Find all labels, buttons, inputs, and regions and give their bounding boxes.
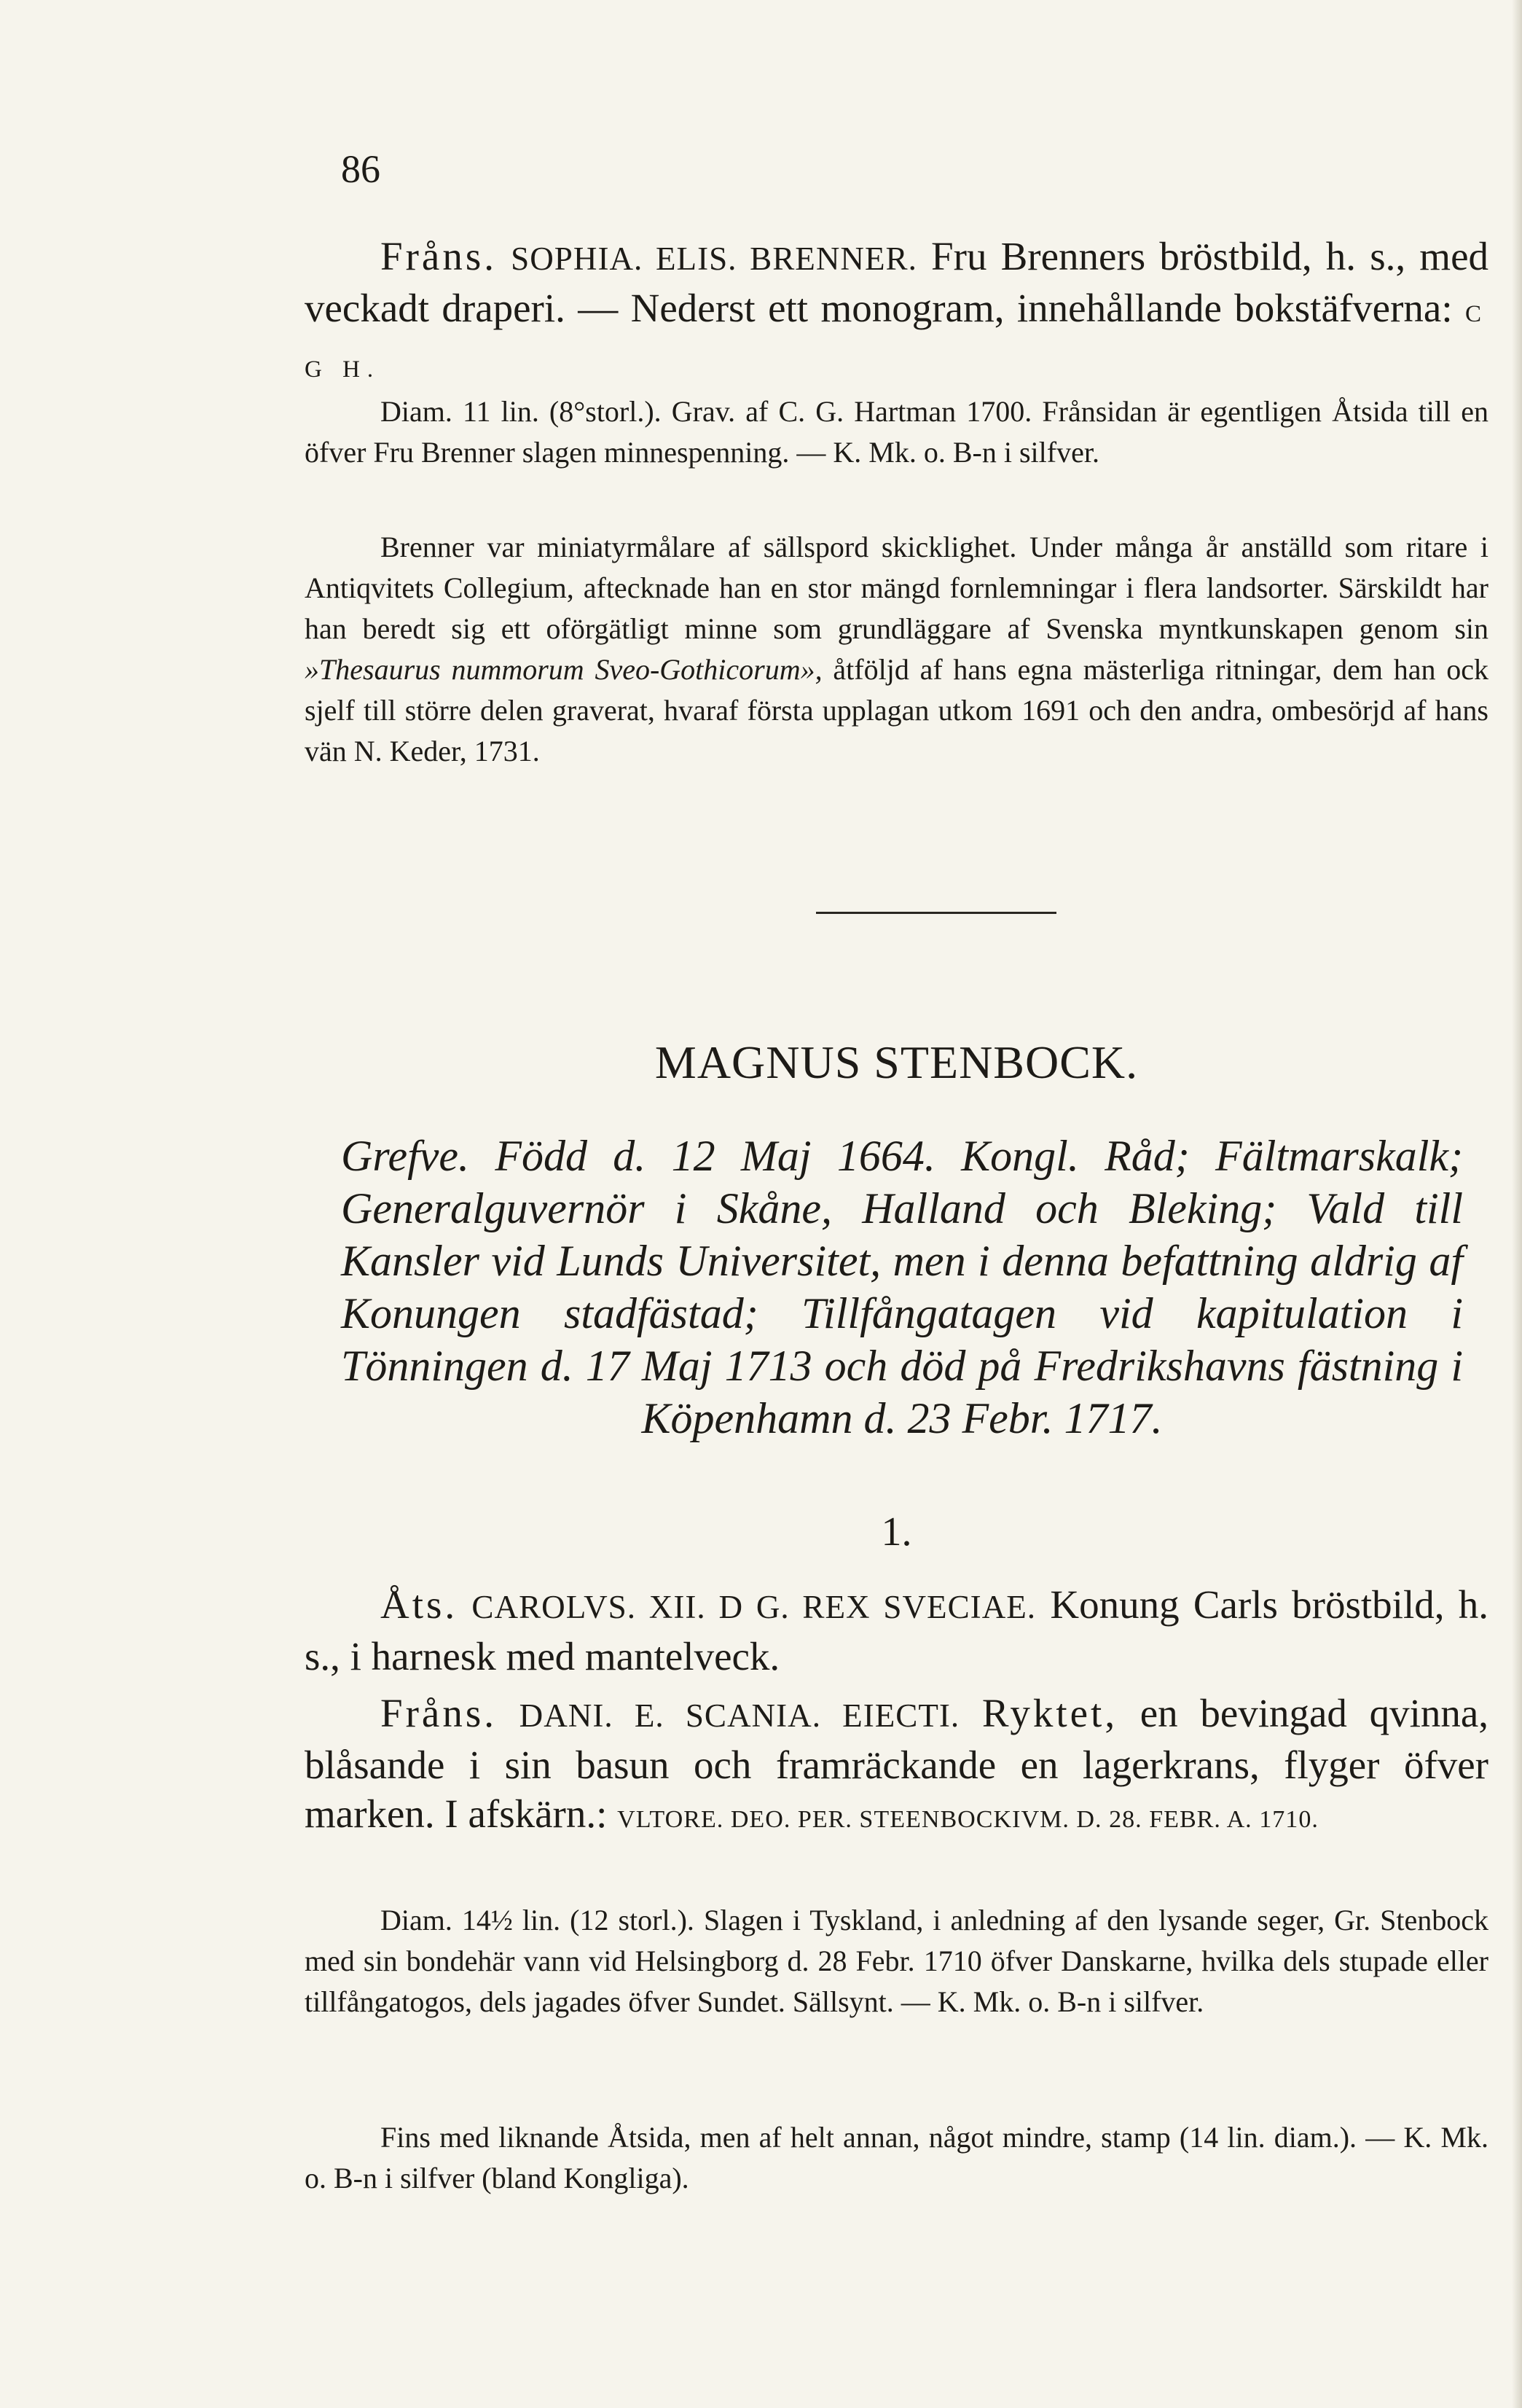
side-label: Fråns. [380, 1691, 497, 1735]
page-edge-shadow [1512, 0, 1522, 2408]
obverse-description [305, 1580, 1488, 1681]
biography-text: Brenner var miniatyrmålare af sällspord skicklighet. Under många år anställd som ritare i Antiqvitets Collegium, aftecknade han en stor mängd fornlemningar i flera landsorter. Särskildt har han beredt sig ett oförgätligt minne som grundläggare af Svenska myntkunskapen genom sin [305, 531, 1488, 645]
monogram-letters: C G H. [305, 301, 1489, 383]
section-heading: MAGNUS STENBOCK. [654, 1036, 1139, 1088]
rumour-word: Ryktet, [981, 1691, 1118, 1735]
legend-text: SOPHIA. ELIS. BRENNER. [511, 241, 917, 277]
reverse-description-brenner [305, 232, 1488, 394]
item-number: 1. [881, 1509, 912, 1555]
section-subtitle: Grefve. Född d. 12 Maj 1664. Kongl. Råd; Fältmarskalk; Generalguvernör i Skåne, Halland och Bleking; Vald till Kansler vid Lunds Universitet, men i denna befattning aldrig af Konungen stadfästad; Tillfångatagen vid kapitulation i Tönningen d. 17 Maj 1713 och död på Fredrikshavns fästning i Köpenhamn d. 23 Febr. 1717. [341, 1132, 1463, 1442]
legend-text: DANI. E. SCANIA. EIECTI. [519, 1697, 960, 1734]
side-label: Fråns. [380, 234, 497, 278]
variant-note: Fins med liknande Åtsida, men af helt annan, något mindre, stamp (14 lin. diam.). — K. Mk. o. B-n i silfver (bland Kongliga). [305, 2121, 1488, 2194]
diameter-note-brenner: Diam. 11 lin. (8°storl.). Grav. af C. G. Hartman 1700. Frånsidan är egentligen Åtsida till en öfver Fru Brenner slagen minnespenning. — K. Mk. o. B-n i silfver. [305, 395, 1488, 469]
diameter-note-stenbock: Diam. 14½ lin. (12 storl.). Slagen i Tyskland, i anledning af den lysande seger, Gr. Stenbock med sin bondehär vann vid Helsingborg d. 28 Febr. 1710 öfver Danskarne, hvilka dels stupade eller tillfångatogos, dels jagades öfver Sundet. Sällsynt. — K. Mk. o. B-n i silfver. [305, 1904, 1488, 2018]
description-text: Konung Carls bröstbild, h. s., i harnesk med mantelveck. [305, 1582, 1488, 1678]
legend-text: CAROLVS. XII. D G. REX SVECIAE. [471, 1589, 1037, 1625]
biography-text-end: åtföljd af hans egna mästerliga ritningar, dem han ock sjelf till större delen graverat, hvaraf första upplagan utkom 1691 och den andra, ombesörjd af hans vän N. Keder, 1731. [305, 653, 1489, 767]
description-text: Fru Brenners bröstbild, h. s., med veckadt draperi. — Nederst ett monogram, innehållande bokstäfverna: [305, 234, 1488, 330]
section-divider [816, 912, 1056, 914]
page-number: 86 [341, 147, 380, 191]
description-text: en bevingad qvinna, blåsande i sin basun och framräckande en lagerkrans, flyger öfver marken. I afskärn.: [305, 1691, 1489, 1836]
exergue-text: VLTORE. DEO. PER. STEENBOCKIVM. D. 28. FEBR. A. 1710. [617, 1806, 1319, 1833]
book-title: »Thesaurus nummorum Sveo-Gothicorum», [305, 653, 823, 686]
reverse-description [305, 1689, 1488, 1844]
side-label: Åts. [380, 1582, 458, 1627]
biography-brenner [305, 527, 1488, 772]
